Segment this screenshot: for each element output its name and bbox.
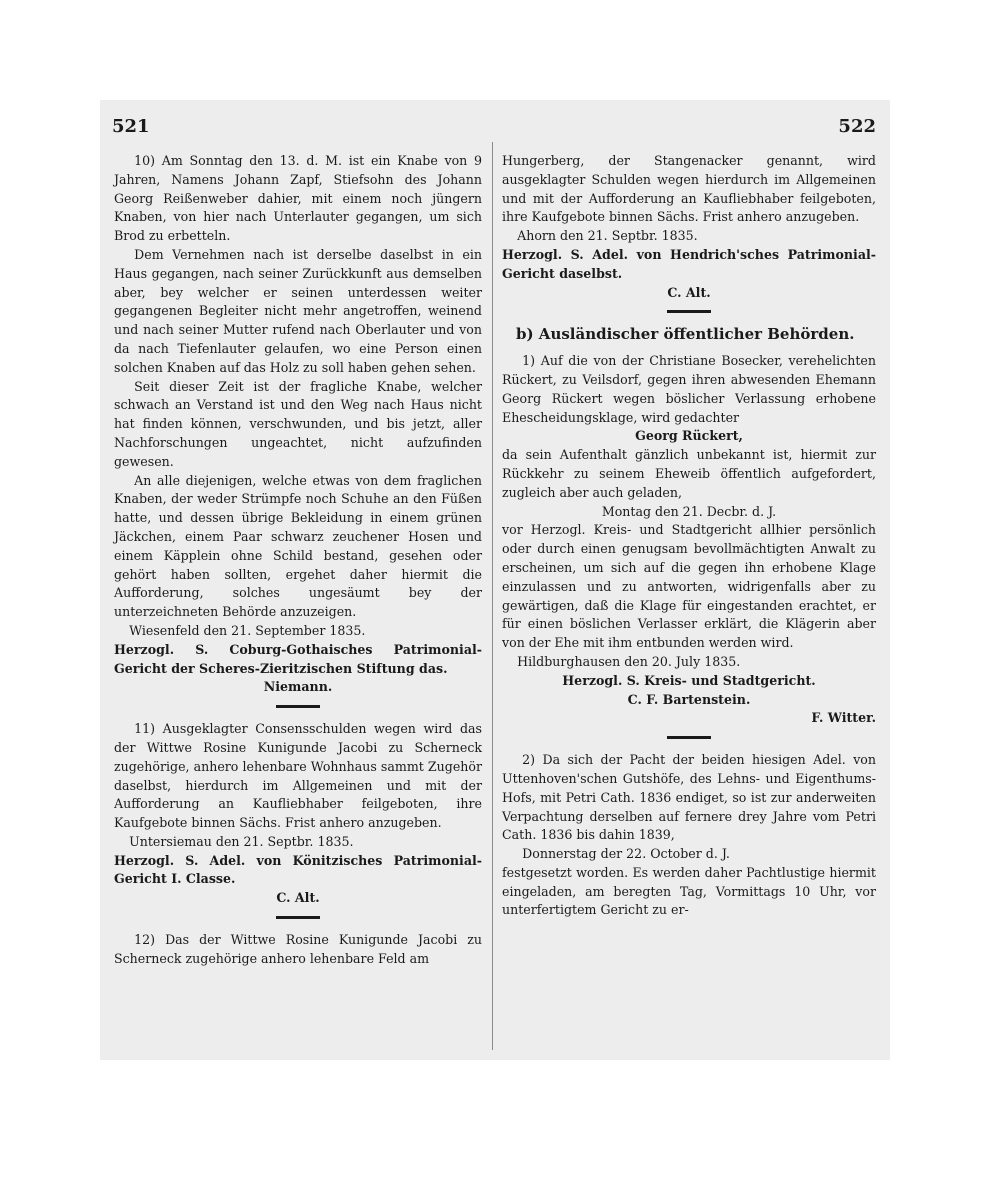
text-paragraph: Niemann. xyxy=(263,679,333,695)
text-paragraph: festgesetzt worden. Es werden daher Pachtlustige hiermit eingeladen, am beregten Tag, Vormittags 10 Uhr, vor unterfertigtem Gericht zu er- xyxy=(502,864,876,918)
text-paragraph: C. F. Bartenstein. xyxy=(627,691,751,707)
text-paragraph: Herzogl. S. Kreis- und Stadtgericht. xyxy=(562,672,816,688)
column-divider xyxy=(492,142,493,1050)
text-paragraph: Untersiemau den 21. Septbr. 1835. xyxy=(129,833,354,849)
text-paragraph: Georg Rückert, xyxy=(635,428,743,444)
section-rule xyxy=(667,310,711,313)
text-paragraph: Donnerstag der 22. October d. J. xyxy=(522,846,730,862)
text-paragraph: Hildburghausen den 20. July 1835. xyxy=(517,653,741,669)
right-column xyxy=(502,152,876,920)
left-column xyxy=(114,152,482,969)
text-paragraph: C. Alt. xyxy=(667,284,711,300)
text-paragraph: Montag den 21. Decbr. d. J. xyxy=(601,503,777,519)
page-number-left: 521 xyxy=(112,116,150,137)
text-paragraph: Herzogl. S. Adel. von Hendrich'sches Patrimonial-Gericht daselbst. xyxy=(502,246,876,281)
text-paragraph: 11) Ausgeklagter Consensschulden wegen wird das der Wittwe Rosine Kunigunde Jacobi zu Scherneck zugehörige, anhero lehenbare Wohnhaus sammt Zugehör daselbst, hierdurch im Allgemeinen und mit der Aufforderung an Kaufliebhaber feilgeboten, ihre Kaufgebote binnen Sächs. Frist anhero anzugeben. xyxy=(114,721,482,831)
section-heading: b) Ausländischer öffentlicher Behörden. xyxy=(516,325,855,344)
text-paragraph: 2) Da sich der Pacht der beiden hiesigen Adel. von Uttenhoven'schen Gutshöfe, des Lehns- und Eigenthums-Hofs, mit Petri Cath. 1836 endiget, so ist zur anderweiten Verpachtung derselben auf fernere drey Jahre vom Petri Cath. 1836 bis dahin 1839, xyxy=(502,752,876,843)
text-paragraph: An alle diejenigen, welche etwas von dem fraglichen Knaben, der weder Strümpfe noch Schuhe an den Füßen hatte, und dessen übrige Bekleidung in einem grünen Jäckchen, einem Paar schwarz zeuchener Hosen und einem Käpplein ohne Schild bestand, gesehen oder gehört haben sollten, ergehet daher hiermit die Aufforderung, solches ungesäumt bey der unterzeichneten Behörde anzuzeigen. xyxy=(114,472,482,620)
text-paragraph: Ahorn den 21. Septbr. 1835. xyxy=(517,228,698,244)
text-paragraph: Seit dieser Zeit ist der fragliche Knabe, welcher schwach an Verstand ist und den Weg nach Haus nicht hat finden können, verschwunden, und bis jetzt, aller Nachforschungen ungeachtet, nicht aufzufinden gewesen. xyxy=(114,378,482,469)
text-paragraph: Herzogl. S. Adel. von Könitzisches Patrimonial-Gericht I. Classe. xyxy=(114,852,482,887)
text-paragraph: Dem Vernehmen nach ist derselbe daselbst in ein Haus gegangen, nach seiner Zurückkunft aus demselben aber, bey welcher er seinen unterdessen weiter gegangenen Begleiter nicht mehr angetroffen, weinend und nach seiner Mutter rufend nach Oberlauter und von da nach Tiefenlauter gelaufen, wo eine Person einen solchen Knaben auf das Holz zu soll haben gehen sehen. xyxy=(114,246,482,375)
text-paragraph: 10) Am Sonntag den 13. d. M. ist ein Knabe von 9 Jahren, Namens Johann Zapf, Stiefsohn des Johann Georg Reißenweber dahier, mit einem noch jüngern Knaben, von hier nach Unterlauter gegangen, um sich Brod zu erbetteln. xyxy=(114,153,482,244)
text-paragraph: 12) Das der Wittwe Rosine Kunigunde Jacobi zu Scherneck zugehörige anhero lehenbare Feld am xyxy=(114,932,482,966)
text-paragraph: da sein Aufenthalt gänzlich unbekannt ist, hiermit zur Rückkehr zu seinem Eheweib öffentlich aufgefordert, zugleich aber auch geladen, xyxy=(502,447,876,500)
section-rule xyxy=(667,736,711,739)
text-paragraph: 1) Auf die von der Christiane Bosecker, verehelichten Rückert, zu Veilsdorf, gegen ihren abwesenden Ehemann Georg Rückert wegen böslicher Verlassung erhobene Ehescheidungsklage, wird gedachter xyxy=(502,353,876,425)
text-paragraph: C. Alt. xyxy=(276,890,320,906)
text-paragraph: Herzogl. S. Coburg-Gothaisches Patrimonial-Gericht der Scheres-Zieritzischen Stiftung das. xyxy=(114,641,482,676)
section-rule xyxy=(276,705,320,708)
text-paragraph: F. Witter. xyxy=(811,710,876,726)
text-paragraph: Hungerberg, der Stangenacker genannt, wird ausgeklagter Schulden wegen hierdurch im Allgemeinen und mit der Aufforderung an Kaufliebhaber feilgeboten, ihre Kaufgebote binnen Sächs. Frist anhero anzugeben. xyxy=(502,153,876,225)
scanned-page xyxy=(100,100,890,1060)
text-paragraph: vor Herzogl. Kreis- und Stadtgericht allhier persönlich oder durch einen genugsam bevollmächtigten Anwalt zu erscheinen, um sich auf die gegen ihn erhobene Klage einzulassen und zu antworten, widrigenfalls aber zu gewärtigen, daß die Klage für eingestanden erachtet, er für einen böslichen Verlasser erklärt, die Klägerin aber von der Ehe mit ihm entbunden werden wird. xyxy=(502,522,876,651)
section-rule xyxy=(276,916,320,919)
text-paragraph: Wiesenfeld den 21. September 1835. xyxy=(129,622,366,638)
page-number-right: 522 xyxy=(838,116,876,137)
